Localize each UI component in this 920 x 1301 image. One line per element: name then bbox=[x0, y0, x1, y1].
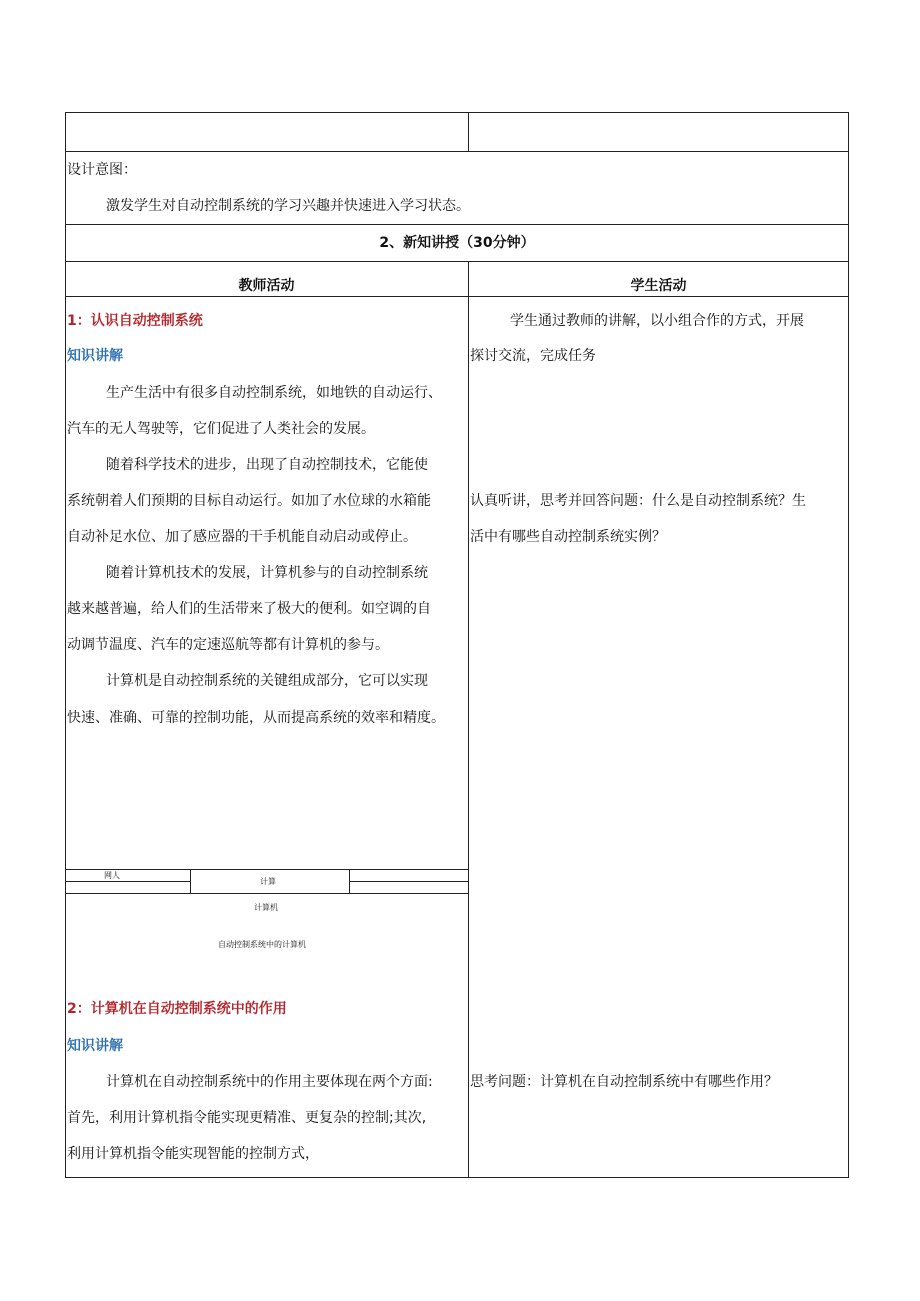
part1-line: 汽车的无人驾驶等，它们促进了人类社会的发展。 bbox=[67, 421, 375, 437]
design-intent-text: 激发学生对自动控制系统的学习兴趣并快速进入学习状态。 bbox=[106, 198, 470, 214]
part2-heading: 2：计算机在自动控制系统中的作用 bbox=[67, 1001, 287, 1017]
diagram-box-mid-label: 计算 bbox=[260, 877, 276, 886]
row-rule bbox=[65, 151, 849, 152]
diagram-divider bbox=[349, 869, 350, 893]
part2-subheading: 知识讲解 bbox=[67, 1038, 123, 1054]
diagram-rule bbox=[65, 893, 468, 894]
row-rule bbox=[65, 261, 849, 262]
part1-line: 自动补足水位、加了感应器的干手机能自动启动或停止。 bbox=[67, 529, 417, 545]
student2-line: 活中有哪些自动控制系统实例？ bbox=[470, 529, 666, 545]
student2-line: 认真听讲，思考并回答问题：什么是自动控制系统？生 bbox=[470, 493, 806, 509]
part2-line: 计算机在自动控制系统中的作用主要体现在两个方面: bbox=[106, 1074, 433, 1090]
student1-line: 探讨交流，完成任务 bbox=[470, 348, 596, 364]
part1-line: 越来越普遍，给人们的生活带来了极大的便利。如空调的自 bbox=[67, 601, 431, 617]
part1-line: 计算机是自动控制系统的关键组成部分，它可以实现 bbox=[106, 673, 428, 689]
diagram-box-left-label: 网人 bbox=[104, 871, 120, 880]
section-title: 2、新知讲授（30分钟） bbox=[379, 235, 535, 251]
part1-heading: 1：认识自动控制系统 bbox=[67, 313, 203, 329]
part1-line: 系统朝着人们预期的目标自动运行。如加了水位球的水箱能 bbox=[67, 493, 431, 509]
diagram-rule bbox=[65, 881, 190, 882]
top-row-divider bbox=[468, 112, 469, 151]
part1-subheading: 知识讲解 bbox=[67, 348, 123, 364]
diagram-caption: 自动控制系统中的计算机 bbox=[218, 940, 306, 949]
row-rule bbox=[65, 224, 849, 225]
part2-line: 首先，利用计算机指令能实现更精准、更复杂的控制;其次, bbox=[67, 1110, 427, 1126]
student-activity-header: 学生活动 bbox=[630, 278, 687, 294]
design-intent-label: 设计意图： bbox=[67, 162, 137, 178]
column-divider bbox=[468, 261, 469, 1178]
diagram-rule bbox=[349, 881, 468, 882]
part1-line: 随着科学技术的进步，出现了自动控制技术，它能使 bbox=[106, 457, 428, 473]
diagram-divider bbox=[190, 869, 191, 893]
student1-line: 学生通过教师的讲解，以小组合作的方式，开展 bbox=[510, 313, 804, 329]
teacher-activity-header: 教师活动 bbox=[238, 278, 295, 294]
student3-text: 思考问题：计算机在自动控制系统中有哪些作用？ bbox=[470, 1074, 778, 1090]
row-rule bbox=[65, 296, 849, 297]
part1-line: 快速、准确、可靠的控制功能，从而提高系统的效率和精度。 bbox=[67, 710, 445, 726]
part1-line: 动调节温度、汽车的定速巡航等都有计算机的参与。 bbox=[67, 637, 389, 653]
diagram-center-label: 计算机 bbox=[254, 903, 278, 912]
part1-line: 生产生活中有很多自动控制系统，如地铁的自动运行、 bbox=[106, 385, 442, 401]
part1-line: 随着计算机技术的发展，计算机参与的自动控制系统 bbox=[106, 565, 428, 581]
diagram-rule bbox=[65, 869, 468, 870]
part2-line: 利用计算机指令能实现智能的控制方式， bbox=[67, 1146, 319, 1162]
